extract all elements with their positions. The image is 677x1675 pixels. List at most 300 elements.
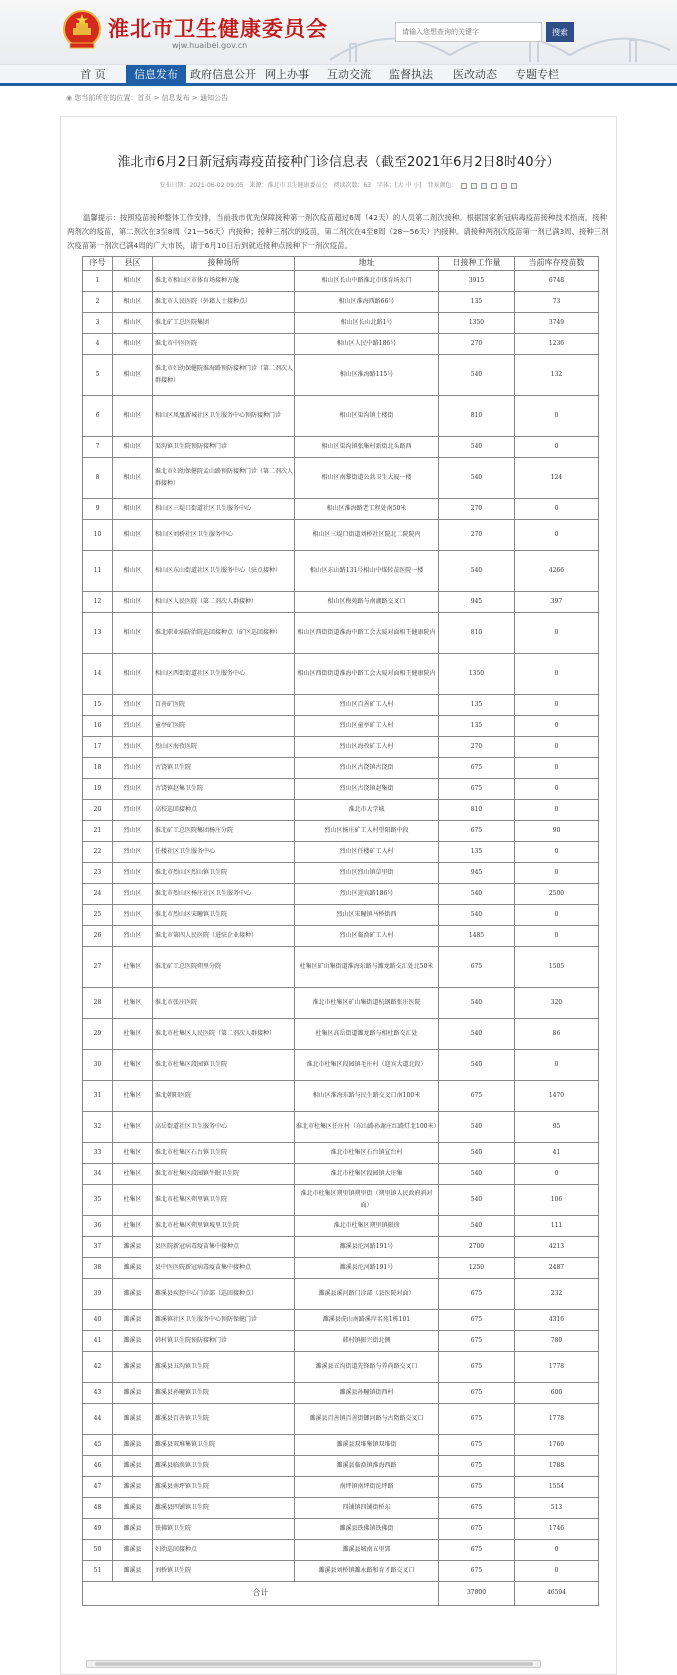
- table-row: [83, 551, 599, 592]
- row-site: 古饶镇赵集卫生院: [153, 779, 295, 800]
- row-stock: 73: [515, 292, 599, 313]
- col-header-index: 序号: [83, 257, 113, 271]
- row-district: 烈山区: [113, 779, 153, 800]
- row-stock: 513: [515, 1498, 599, 1519]
- table-row: [83, 271, 599, 292]
- table-row: [83, 926, 599, 947]
- table-row: [83, 355, 599, 396]
- row-address: 濉溪县城南五里郢: [295, 1540, 439, 1561]
- table-row: [83, 1404, 599, 1435]
- nav-item-interaction[interactable]: 互动交流: [327, 68, 371, 81]
- row-district: 烈山区: [113, 863, 153, 884]
- row-address: 杜集区高岳街道濉龙路与相杜路交汇处: [295, 1019, 439, 1050]
- row-daily: 675: [439, 1331, 515, 1352]
- site-url: wjw.huaibei.gov.cn: [172, 41, 248, 50]
- bg-color-option[interactable]: [511, 183, 517, 189]
- nav-item-gov-info[interactable]: 政府信息公开: [190, 68, 256, 81]
- row-index: 23: [83, 863, 113, 884]
- row-site: 濉溪县百善镇卫生院: [153, 1404, 295, 1435]
- table-row: [83, 1258, 599, 1279]
- col-header-stock: 当前库存疫苗数: [515, 257, 599, 271]
- row-daily: 135: [439, 695, 515, 716]
- row-address: 濉溪县铁佛镇铁佛街: [295, 1519, 439, 1540]
- row-district: 相山区: [113, 551, 153, 592]
- row-stock: 1760: [515, 1435, 599, 1456]
- row-index: 42: [83, 1352, 113, 1383]
- vaccination-table: [82, 256, 599, 1606]
- row-address: 相山区淮海路115号: [295, 355, 439, 396]
- row-daily: 540: [439, 1216, 515, 1237]
- row-index: 46: [83, 1456, 113, 1477]
- horizontal-scrollbar[interactable]: [86, 1660, 541, 1668]
- row-site: 刘桥镇卫生院: [153, 1561, 295, 1582]
- row-daily: 675: [439, 1519, 515, 1540]
- row-district: 杜集区: [113, 1081, 153, 1112]
- row-site: 韩村镇卫生院预防接种门诊: [153, 1331, 295, 1352]
- row-site: 淮北市杜集区段园镇牛眠卫生院: [153, 1164, 295, 1185]
- row-site: 淮北矿工总医院集团杨庄分院: [153, 821, 295, 842]
- row-site: 相山区三堤口街道社区卫生服务中心: [153, 499, 295, 520]
- table-row: [83, 947, 599, 988]
- row-index: 21: [83, 821, 113, 842]
- table-row: [83, 758, 599, 779]
- table-row: [83, 1540, 599, 1561]
- row-index: 32: [83, 1112, 113, 1143]
- row-address: 烈山区百善矿工人村: [295, 695, 439, 716]
- table-row: [83, 499, 599, 520]
- row-site: 铁佛镇卫生院: [153, 1519, 295, 1540]
- row-site: 淮北市人民医院（外籍人士接种点）: [153, 292, 295, 313]
- row-index: 3: [83, 313, 113, 334]
- location-icon: ◉: [66, 94, 75, 102]
- row-stock: 124: [515, 458, 599, 499]
- row-site: 淮北市烈山区宋疃镇卫生院: [153, 905, 295, 926]
- table-row: [83, 842, 599, 863]
- bg-color-option[interactable]: [461, 183, 467, 189]
- scrollbar-thumb[interactable]: [95, 1662, 533, 1666]
- row-address: 濉溪县虎山南路溪岸名苑1栋101: [295, 1310, 439, 1331]
- row-site: 濉溪县双堆集镇卫生院: [153, 1435, 295, 1456]
- nav-item-home[interactable]: 首 页: [80, 68, 106, 81]
- row-district: 濉溪县: [113, 1498, 153, 1519]
- table-row: [83, 1498, 599, 1519]
- total-stock: 46594: [515, 1582, 599, 1606]
- table-row: [83, 1279, 599, 1310]
- row-daily: 270: [439, 334, 515, 355]
- row-index: 35: [83, 1185, 113, 1216]
- row-district: 相山区: [113, 355, 153, 396]
- row-index: 24: [83, 884, 113, 905]
- table-row: [83, 1216, 599, 1237]
- row-stock: 2487: [515, 1258, 599, 1279]
- bg-color-option[interactable]: [501, 183, 507, 189]
- table-body: [83, 271, 599, 1606]
- row-daily: 540: [439, 988, 515, 1019]
- row-address: 相山区淮海东路与民生路交叉口南100米: [295, 1081, 439, 1112]
- row-stock: 6748: [515, 271, 599, 292]
- row-index: 16: [83, 716, 113, 737]
- row-index: 14: [83, 654, 113, 695]
- table-row: [83, 1435, 599, 1456]
- table-row: [83, 292, 599, 313]
- row-district: 濉溪县: [113, 1279, 153, 1310]
- row-site: 淮北市相山区市体育场接种方舱: [153, 271, 295, 292]
- row-district: 烈山区: [113, 905, 153, 926]
- row-district: 濉溪县: [113, 1383, 153, 1404]
- row-site: 高岳街道社区卫生服务中心: [153, 1112, 295, 1143]
- row-stock: 1505: [515, 947, 599, 988]
- row-daily: 675: [439, 758, 515, 779]
- row-address: 烈山区烈山镇草里街: [295, 863, 439, 884]
- row-address: 相山区梅苑路与南湖路交叉口: [295, 592, 439, 613]
- row-district: 相山区: [113, 654, 153, 695]
- row-district: 杜集区: [113, 1050, 153, 1081]
- row-address: 相山区人民中路186号: [295, 334, 439, 355]
- table-header-row: [83, 257, 599, 271]
- row-district: 濉溪县: [113, 1310, 153, 1331]
- row-address: 烈山区古饶镇古饶街: [295, 758, 439, 779]
- table-row: [83, 396, 599, 437]
- row-daily: 540: [439, 1019, 515, 1050]
- meta-date: 发布日期：2021-06-02 09:05: [159, 182, 244, 189]
- row-index: 30: [83, 1050, 113, 1081]
- row-district: 杜集区: [113, 1019, 153, 1050]
- nav-item-info-release[interactable]: 信息发布: [126, 65, 186, 84]
- row-district: 濉溪县: [113, 1456, 153, 1477]
- row-daily: 135: [439, 842, 515, 863]
- row-index: 8: [83, 458, 113, 499]
- row-daily: 675: [439, 821, 515, 842]
- row-district: 杜集区: [113, 988, 153, 1019]
- row-district: 濉溪县: [113, 1477, 153, 1498]
- search-input[interactable]: [395, 22, 542, 42]
- row-site: 淮北市杜集区朔里镇卫生院: [153, 1185, 295, 1216]
- col-header-site: 接种场所: [153, 257, 295, 271]
- row-site: 相山区东山街道社区卫生服务中心（驻点接种）: [153, 551, 295, 592]
- search-button[interactable]: 搜索: [546, 22, 574, 42]
- row-site: 淮北市杜集区人民医院（第二剂次人群接种）: [153, 1019, 295, 1050]
- row-site: 古饶镇卫生院: [153, 758, 295, 779]
- row-daily: 135: [439, 716, 515, 737]
- row-site: 淮北市妇幼保健院孟山路预防接种门诊（第二剂次人群接种）: [153, 458, 295, 499]
- table-row: [83, 437, 599, 458]
- row-address: 淮北市大学城: [295, 800, 439, 821]
- row-district: 烈山区: [113, 800, 153, 821]
- row-index: 44: [83, 1404, 113, 1435]
- row-stock: 4316: [515, 1310, 599, 1331]
- row-address: 相山区长山北路1号: [295, 313, 439, 334]
- row-address: 淮北市杜集区朔里镇朔里街（朔里镇人民政府斜对面）: [295, 1185, 439, 1216]
- article-meta: [61, 180, 616, 189]
- table-row: [83, 695, 599, 716]
- row-stock: 0: [515, 863, 599, 884]
- row-address: 相山区西街街道淮海中路工会大厦对面相王健康院内: [295, 613, 439, 654]
- row-daily: 675: [439, 1477, 515, 1498]
- row-site: 相山区西街街道社区卫生服务中心: [153, 654, 295, 695]
- row-index: 10: [83, 520, 113, 551]
- row-site: 濉溪县四铺镇卫生院: [153, 1498, 295, 1519]
- row-stock: 1778: [515, 1352, 599, 1383]
- row-address: 淮北市杜集区朔里镇振徐: [295, 1216, 439, 1237]
- row-daily: 945: [439, 592, 515, 613]
- row-address: 南坪镇南坪街沱坪路: [295, 1477, 439, 1498]
- row-stock: 106: [515, 1185, 599, 1216]
- row-district: 相山区: [113, 520, 153, 551]
- row-district: 相山区: [113, 458, 153, 499]
- table-row: [83, 1019, 599, 1050]
- row-daily: 675: [439, 1498, 515, 1519]
- row-district: 烈山区: [113, 716, 153, 737]
- table-row: [83, 1310, 599, 1331]
- row-address: 烈山区临涣矿工人村: [295, 926, 439, 947]
- row-stock: 0: [515, 758, 599, 779]
- row-stock: 0: [515, 654, 599, 695]
- bg-color-option[interactable]: [481, 183, 487, 189]
- table-row: [83, 1237, 599, 1258]
- row-district: 杜集区: [113, 947, 153, 988]
- row-address: 烈山区海孜矿工人村: [295, 737, 439, 758]
- row-stock: 4213: [515, 1237, 599, 1258]
- row-district: 相山区: [113, 334, 153, 355]
- row-site: 相山区凤凰新城社区卫生服务中心预防接种门诊: [153, 396, 295, 437]
- row-address: 相山区西街街道淮海中路工会大厦对面相王健康院内: [295, 654, 439, 695]
- row-site: 百善矿医院: [153, 695, 295, 716]
- row-site: 烈山区海孜医院: [153, 737, 295, 758]
- table-row: [83, 716, 599, 737]
- table-row: [83, 1185, 599, 1216]
- row-index: 11: [83, 551, 113, 592]
- row-district: 杜集区: [113, 1143, 153, 1164]
- row-address: 杜集区矿山集街道淮海东路与濉龙路交汇处北50米: [295, 947, 439, 988]
- table-total-row: [83, 1582, 599, 1606]
- row-stock: 4266: [515, 551, 599, 592]
- row-district: 相山区: [113, 592, 153, 613]
- nav-item-special-topics[interactable]: 专题专栏: [515, 68, 559, 81]
- row-index: 12: [83, 592, 113, 613]
- bg-color-option[interactable]: [491, 183, 497, 189]
- table-row: [83, 737, 599, 758]
- row-daily: 1485: [439, 926, 515, 947]
- breadcrumb: [0, 86, 677, 110]
- nav-item-online-service[interactable]: 网上办事: [265, 68, 309, 81]
- row-stock: 90: [515, 821, 599, 842]
- row-stock: 0: [515, 905, 599, 926]
- row-daily: 675: [439, 1404, 515, 1435]
- row-daily: 810: [439, 800, 515, 821]
- row-daily: 540: [439, 1143, 515, 1164]
- row-district: 杜集区: [113, 1185, 153, 1216]
- row-daily: 675: [439, 1456, 515, 1477]
- row-district: 濉溪县: [113, 1258, 153, 1279]
- row-stock: 0: [515, 779, 599, 800]
- breadcrumb-text[interactable]: 您当前所在的位置：首页 > 信息发布 > 通知公告: [74, 94, 228, 102]
- row-daily: 675: [439, 1081, 515, 1112]
- table-row: [83, 1143, 599, 1164]
- row-index: 31: [83, 1081, 113, 1112]
- row-index: 15: [83, 695, 113, 716]
- row-address: 相山区长山中路淮北市体育场东门: [295, 271, 439, 292]
- bg-color-option[interactable]: [471, 183, 477, 189]
- total-daily: 37800: [439, 1582, 515, 1606]
- row-daily: 1350: [439, 313, 515, 334]
- row-district: 烈山区: [113, 695, 153, 716]
- row-district: 濉溪县: [113, 1519, 153, 1540]
- row-daily: 540: [439, 1164, 515, 1185]
- row-district: 杜集区: [113, 1112, 153, 1143]
- row-daily: 3915: [439, 271, 515, 292]
- table-row: [83, 313, 599, 334]
- row-district: 濉溪县: [113, 1561, 153, 1582]
- row-site: 淮北朝阳医院: [153, 1081, 295, 1112]
- row-stock: 0: [515, 396, 599, 437]
- row-index: 18: [83, 758, 113, 779]
- row-daily: 135: [439, 292, 515, 313]
- table-row: [83, 520, 599, 551]
- row-address: 淮北市杜集区石台镇宣台村: [295, 1143, 439, 1164]
- row-district: 烈山区: [113, 842, 153, 863]
- row-index: 34: [83, 1164, 113, 1185]
- meta-source: 来源：淮北市卫生健康委员会: [249, 182, 328, 189]
- row-index: 7: [83, 437, 113, 458]
- row-daily: 540: [439, 437, 515, 458]
- main-nav: [0, 64, 677, 86]
- col-header-daily: 日接种工作量: [439, 257, 515, 271]
- row-stock: 0: [515, 800, 599, 821]
- row-stock: 0: [515, 520, 599, 551]
- row-daily: 540: [439, 355, 515, 396]
- row-stock: 1746: [515, 1519, 599, 1540]
- row-stock: 41: [515, 1143, 599, 1164]
- row-stock: 397: [515, 592, 599, 613]
- row-index: 29: [83, 1019, 113, 1050]
- page-title: 淮北市6月2日新冠病毒疫苗接种门诊信息表（截至2021年6月2日8时40分）: [117, 155, 560, 170]
- row-address: 相山区三堤口街道刘桥社区院北二院院内: [295, 520, 439, 551]
- row-index: 4: [83, 334, 113, 355]
- table-row: [83, 1352, 599, 1383]
- row-daily: 270: [439, 520, 515, 551]
- row-address: 烈山区童亭矿工人村: [295, 716, 439, 737]
- row-index: 2: [83, 292, 113, 313]
- table-row: [83, 654, 599, 695]
- row-index: 17: [83, 737, 113, 758]
- row-district: 濉溪县: [113, 1435, 153, 1456]
- row-address: 烈山区杨庄矿工人村望阳路中段: [295, 821, 439, 842]
- row-index: 19: [83, 779, 113, 800]
- row-stock: 780: [515, 1331, 599, 1352]
- row-address: 相山区渠沟镇张集村新街北头路西: [295, 437, 439, 458]
- table-row: [83, 884, 599, 905]
- row-district: 相山区: [113, 396, 153, 437]
- total-label: 合计: [83, 1582, 439, 1606]
- row-site: 妇幼巡回接种点: [153, 1540, 295, 1561]
- table-row: [83, 1561, 599, 1582]
- row-daily: 675: [439, 1310, 515, 1331]
- row-site: 淮北市杜集区石台镇卫生院: [153, 1143, 295, 1164]
- row-index: 25: [83, 905, 113, 926]
- row-district: 濉溪县: [113, 1331, 153, 1352]
- row-site: 淮北矿工总医院朔里分院: [153, 947, 295, 988]
- row-daily: 540: [439, 1185, 515, 1216]
- row-index: 5: [83, 355, 113, 396]
- row-address: 濉溪县沱河路191号: [295, 1258, 439, 1279]
- row-daily: 810: [439, 613, 515, 654]
- row-address: 濉溪县双堆集镇双堆街: [295, 1435, 439, 1456]
- row-site: 淮北矿工总医院集团: [153, 313, 295, 334]
- table-row: [83, 613, 599, 654]
- row-site: 县中医医院新冠病毒疫苗集中接种点: [153, 1258, 295, 1279]
- row-district: 濉溪县: [113, 1404, 153, 1435]
- row-stock: 0: [515, 613, 599, 654]
- meta-font-size[interactable]: 字体：[大 中 小]: [377, 182, 422, 189]
- article-card: [60, 116, 617, 1675]
- site-title[interactable]: 淮北市卫生健康委员会: [108, 17, 328, 41]
- row-address: 相山区渠沟镇土楼街: [295, 396, 439, 437]
- row-index: 40: [83, 1310, 113, 1331]
- table-row: [83, 1331, 599, 1352]
- row-daily: 540: [439, 458, 515, 499]
- row-stock: 111: [515, 1216, 599, 1237]
- row-stock: 132: [515, 355, 599, 396]
- site-header: [0, 0, 677, 64]
- row-stock: 0: [515, 437, 599, 458]
- row-site: 濉溪县孙疃镇卫生院: [153, 1383, 295, 1404]
- row-daily: 675: [439, 1435, 515, 1456]
- national-emblem-icon[interactable]: [62, 9, 102, 51]
- row-daily: 540: [439, 884, 515, 905]
- row-index: 45: [83, 1435, 113, 1456]
- table-row: [83, 863, 599, 884]
- row-stock: 0: [515, 1050, 599, 1081]
- row-address: 韩村镇振兴街北侧: [295, 1331, 439, 1352]
- row-stock: 1788: [515, 1456, 599, 1477]
- row-daily: 675: [439, 779, 515, 800]
- row-daily: 540: [439, 1050, 515, 1081]
- row-index: 47: [83, 1477, 113, 1498]
- row-site: 县医院新冠病毒疫苗集中接种点: [153, 1237, 295, 1258]
- row-stock: 1554: [515, 1477, 599, 1498]
- row-daily: 540: [439, 551, 515, 592]
- row-address: 淮北市杜集区任庄村（东山路孙谢庄红路灯北100米）: [295, 1112, 439, 1143]
- row-site: 渠沟镇卫生院预防接种门诊: [153, 437, 295, 458]
- row-address: 濉溪县五沟街道先锋路与养尚路交叉口: [295, 1352, 439, 1383]
- row-stock: 3749: [515, 313, 599, 334]
- row-daily: 1250: [439, 1258, 515, 1279]
- row-address: 相山区南黎街道公共卫生大厦一楼: [295, 458, 439, 499]
- row-index: 33: [83, 1143, 113, 1164]
- row-district: 濉溪县: [113, 1352, 153, 1383]
- row-index: 6: [83, 396, 113, 437]
- row-stock: 0: [515, 499, 599, 520]
- row-address: 濉溪县沱河路191号: [295, 1237, 439, 1258]
- row-stock: 0: [515, 1164, 599, 1185]
- row-index: 27: [83, 947, 113, 988]
- col-header-address: 地址: [295, 257, 439, 271]
- row-site: 濉溪县南坪镇卫生院: [153, 1477, 295, 1498]
- row-stock: 86: [515, 1019, 599, 1050]
- row-index: 51: [83, 1561, 113, 1582]
- row-stock: 95: [515, 1112, 599, 1143]
- row-district: 烈山区: [113, 884, 153, 905]
- nav-item-reform[interactable]: 医改动态: [453, 68, 497, 81]
- nav-item-supervision[interactable]: 监督执法: [389, 68, 433, 81]
- row-district: 相山区: [113, 437, 153, 458]
- row-daily: 675: [439, 1561, 515, 1582]
- row-district: 烈山区: [113, 821, 153, 842]
- row-district: 相山区: [113, 292, 153, 313]
- table-row: [83, 592, 599, 613]
- row-daily: 270: [439, 737, 515, 758]
- col-header-district: 县区: [113, 257, 153, 271]
